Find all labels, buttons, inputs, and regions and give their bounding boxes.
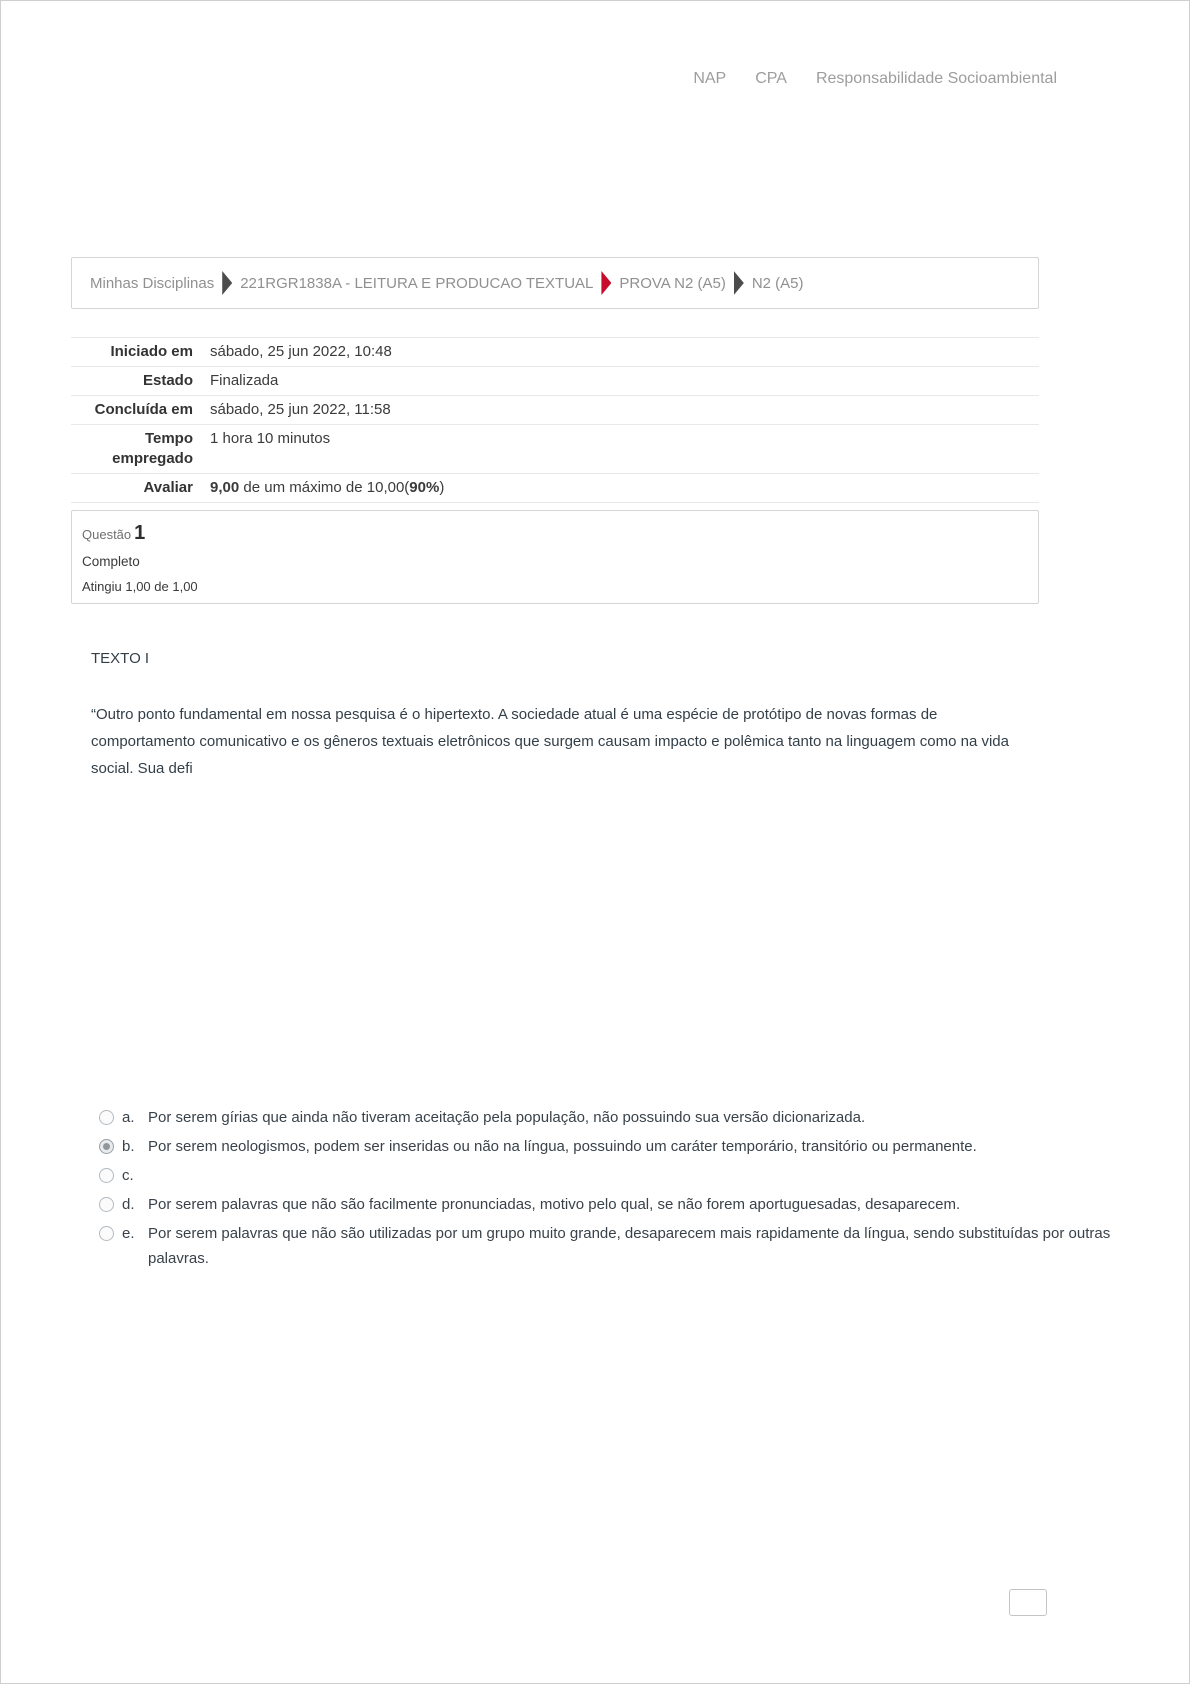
answer-option-b[interactable] <box>99 1134 1121 1159</box>
breadcrumb-arrow-icon <box>222 271 232 295</box>
summary-row-estado <box>71 366 1039 395</box>
topnav-link-cpa[interactable]: CPA <box>755 70 787 87</box>
bottom-right-button[interactable] <box>1009 1589 1047 1616</box>
option-letter: d. <box>122 1196 135 1213</box>
breadcrumb-item-prova[interactable]: PROVA N2 (A5) <box>619 274 726 292</box>
option-letter: c. <box>122 1167 134 1184</box>
option-letter: a. <box>122 1109 135 1126</box>
summary-row-concluida <box>71 395 1039 424</box>
question-paragraph: “Outro ponto fundamental em nossa pesquisa é o hipertexto. A sociedade atual é uma espécie de protótipo de novas formas de comportamento comunicativo e os gêneros textuais eletrônicos que surgem causam impacto e polêmica tanto na linguagem como na vida social. Sua defi <box>91 706 1009 777</box>
topnav-link-responsabilidade[interactable]: Responsabilidade Socioambiental <box>815 70 1057 87</box>
summary-value-grade: 9,00 de um máximo de 10,00(90%) <box>210 479 445 496</box>
answer-option-a[interactable] <box>99 1105 1121 1130</box>
breadcrumb-arrow-icon <box>734 271 744 295</box>
radio-button-b[interactable] <box>99 1139 114 1154</box>
question-grade: Atingiu 1,00 de 1,00 <box>82 579 198 594</box>
radio-button-a[interactable] <box>99 1110 114 1125</box>
radio-button-d[interactable] <box>99 1197 114 1212</box>
summary-label: Iniciado em <box>110 343 193 360</box>
answer-option-e[interactable] <box>99 1221 1121 1271</box>
radio-button-c[interactable] <box>99 1168 114 1183</box>
option-text: Por serem palavras que não são utilizadas por um grupo muito grande, desaparecem mais rapidamente da língua, sendo substituídas por outras palavras. <box>148 1225 1111 1267</box>
option-text: Por serem gírias que ainda não tiveram aceitação pela população, não possuindo sua versão dicionarizada. <box>148 1109 866 1126</box>
option-text: Por serem neologismos, podem ser inseridas ou não na língua, possuindo um caráter temporário, transitório ou permanente. <box>148 1138 977 1155</box>
option-text: Por serem palavras que não são facilmente pronunciadas, motivo pelo qual, se não forem aportuguesadas, desaparecem. <box>148 1196 961 1213</box>
breadcrumb-item-n2[interactable]: N2 (A5) <box>751 274 804 292</box>
summary-label: Avaliar <box>143 479 193 496</box>
breadcrumb-arrow-icon <box>601 271 611 295</box>
question-number-label: Questão <box>82 527 132 542</box>
top-navigation <box>693 70 1057 88</box>
question-number: 1 <box>134 522 146 544</box>
answer-options <box>99 1105 1121 1275</box>
summary-row-iniciado <box>71 337 1039 366</box>
breadcrumb-item-minhas-disciplinas[interactable]: Minhas Disciplinas <box>90 274 215 292</box>
attempt-summary-table <box>71 337 1039 503</box>
summary-row-avaliar <box>71 473 1039 502</box>
radio-button-e[interactable] <box>99 1226 114 1241</box>
breadcrumb-item-course[interactable]: 221RGR1838A - LEITURA E PRODUCAO TEXTUAL <box>240 274 594 292</box>
summary-value: 1 hora 10 minutos <box>210 430 331 447</box>
summary-label: Concluída em <box>94 401 193 418</box>
summary-row-tempo <box>71 424 1039 473</box>
summary-value: Finalizada <box>210 372 279 389</box>
answer-option-c[interactable] <box>99 1163 1121 1188</box>
summary-label: Tempo empregado <box>112 430 193 467</box>
summary-label: Estado <box>142 372 193 389</box>
question-text-heading: TEXTO I <box>91 650 150 667</box>
question-number-line <box>82 522 1028 545</box>
topnav-link-nap[interactable]: NAP <box>693 70 727 87</box>
question-state: Completo <box>82 554 140 569</box>
question-info-box <box>71 510 1039 604</box>
summary-value: sábado, 25 jun 2022, 11:58 <box>210 401 391 418</box>
summary-value: sábado, 25 jun 2022, 10:48 <box>210 343 392 360</box>
option-letter: e. <box>122 1225 135 1242</box>
option-letter: b. <box>122 1138 135 1155</box>
answer-option-d[interactable] <box>99 1192 1121 1217</box>
breadcrumb <box>71 257 1039 309</box>
